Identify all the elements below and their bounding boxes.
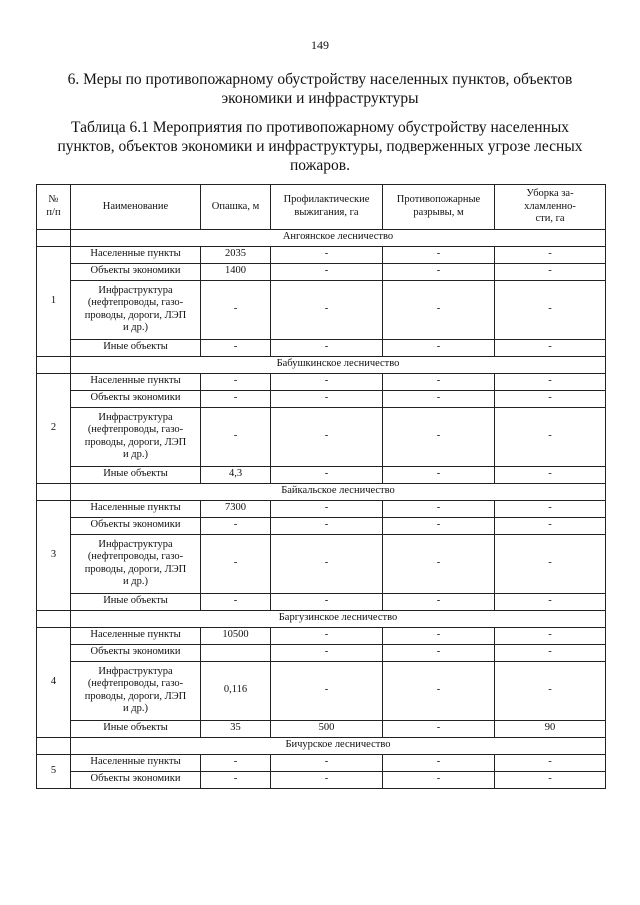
- header-number: № п/п: [37, 185, 71, 230]
- section-heading: 6. Меры по противопожарному обустройству населенных пунктов, объектов экономики и инфраструктуры: [67, 71, 573, 107]
- table-row: [37, 246, 606, 263]
- section-spacer-cell: [37, 483, 71, 500]
- cell-breaks: -: [383, 720, 495, 737]
- table-row: [37, 280, 606, 339]
- cell-burning: -: [271, 771, 383, 788]
- cell-cleanup: -: [495, 771, 606, 788]
- header-row: [37, 185, 606, 230]
- cell-burning: -: [271, 517, 383, 534]
- cell-burning: -: [271, 373, 383, 390]
- section-header-row: [37, 356, 606, 373]
- category-cell: Инфраструктура (нефтепроводы, газо- проводы, дороги, ЛЭП и др.): [71, 534, 201, 593]
- table-row: [37, 407, 606, 466]
- category-cell: Иные объекты: [71, 593, 201, 610]
- category-cell: Объекты экономики: [71, 644, 201, 661]
- section-header-row: [37, 483, 606, 500]
- category-cell: Иные объекты: [71, 339, 201, 356]
- cell-burning: -: [271, 754, 383, 771]
- category-cell: Иные объекты: [71, 720, 201, 737]
- cell-plowing: -: [201, 339, 271, 356]
- cell-cleanup: -: [495, 754, 606, 771]
- forestry-section-title: Ангоянское лесничество: [71, 229, 606, 246]
- cell-plowing: -: [201, 390, 271, 407]
- cell-cleanup: -: [495, 517, 606, 534]
- table-row: [37, 593, 606, 610]
- category-cell: Инфраструктура (нефтепроводы, газо- проводы, дороги, ЛЭП и др.): [71, 407, 201, 466]
- cell-plowing: 35: [201, 720, 271, 737]
- category-cell: Населенные пункты: [71, 500, 201, 517]
- cell-breaks: -: [383, 246, 495, 263]
- table-row: [37, 263, 606, 280]
- category-cell: Иные объекты: [71, 466, 201, 483]
- cell-breaks: -: [383, 390, 495, 407]
- section-spacer-cell: [37, 229, 71, 246]
- table-row: [37, 644, 606, 661]
- cell-burning: -: [271, 280, 383, 339]
- table-body: [37, 229, 606, 788]
- fire-measures-table: [36, 184, 606, 789]
- header-name: Наименование: [71, 185, 201, 230]
- cell-breaks: -: [383, 500, 495, 517]
- table-row: [37, 500, 606, 517]
- table-row: [37, 771, 606, 788]
- table-row: [37, 373, 606, 390]
- section-header-row: [37, 610, 606, 627]
- section-header-row: [37, 737, 606, 754]
- cell-burning: -: [271, 263, 383, 280]
- cell-burning: -: [271, 593, 383, 610]
- table-row: [37, 534, 606, 593]
- row-number-cell: 5: [37, 754, 71, 788]
- cell-burning: -: [271, 534, 383, 593]
- cell-cleanup: -: [495, 534, 606, 593]
- cell-burning: 500: [271, 720, 383, 737]
- cell-breaks: -: [383, 754, 495, 771]
- table-row: [37, 661, 606, 720]
- cell-breaks: -: [383, 534, 495, 593]
- cell-breaks: -: [383, 373, 495, 390]
- cell-plowing: -: [201, 373, 271, 390]
- forestry-section-title: Бичурское лесничество: [71, 737, 606, 754]
- section-spacer-cell: [37, 356, 71, 373]
- category-cell: Объекты экономики: [71, 390, 201, 407]
- cell-cleanup: 90: [495, 720, 606, 737]
- header-plowing: Опашка, м: [201, 185, 271, 230]
- cell-burning: -: [271, 407, 383, 466]
- cell-breaks: -: [383, 517, 495, 534]
- cell-plowing: -: [201, 771, 271, 788]
- category-cell: Населенные пункты: [71, 246, 201, 263]
- category-cell: Инфраструктура (нефтепроводы, газо- проводы, дороги, ЛЭП и др.): [71, 280, 201, 339]
- cell-breaks: -: [383, 644, 495, 661]
- cell-cleanup: -: [495, 500, 606, 517]
- cell-cleanup: -: [495, 407, 606, 466]
- table-row: [37, 754, 606, 771]
- header-cleanup: Уборка за- хламленно- сти, га: [495, 185, 606, 230]
- category-cell: Инфраструктура (нефтепроводы, газо- проводы, дороги, ЛЭП и др.): [71, 661, 201, 720]
- row-number-cell: 3: [37, 500, 71, 610]
- cell-breaks: -: [383, 771, 495, 788]
- cell-cleanup: -: [495, 339, 606, 356]
- cell-plowing: -: [201, 754, 271, 771]
- section-header-row: [37, 229, 606, 246]
- cell-plowing: [201, 644, 271, 661]
- cell-burning: -: [271, 246, 383, 263]
- cell-cleanup: -: [495, 246, 606, 263]
- cell-breaks: -: [383, 407, 495, 466]
- cell-breaks: -: [383, 593, 495, 610]
- table-header: [37, 185, 606, 230]
- table-row: [37, 517, 606, 534]
- cell-plowing: 4,3: [201, 466, 271, 483]
- cell-plowing: 7300: [201, 500, 271, 517]
- cell-cleanup: -: [495, 627, 606, 644]
- forestry-section-title: Баргузинское лесничество: [71, 610, 606, 627]
- cell-burning: -: [271, 627, 383, 644]
- cell-burning: -: [271, 500, 383, 517]
- row-number-cell: 2: [37, 373, 71, 483]
- cell-burning: -: [271, 466, 383, 483]
- cell-cleanup: -: [495, 263, 606, 280]
- cell-plowing: -: [201, 407, 271, 466]
- cell-cleanup: -: [495, 644, 606, 661]
- cell-plowing: 2035: [201, 246, 271, 263]
- cell-burning: -: [271, 644, 383, 661]
- table-row: [37, 390, 606, 407]
- cell-cleanup: -: [495, 373, 606, 390]
- header-burning: Профилактические выжигания, га: [271, 185, 383, 230]
- cell-breaks: -: [383, 280, 495, 339]
- cell-plowing: -: [201, 534, 271, 593]
- table-row: [37, 627, 606, 644]
- table-row: [37, 339, 606, 356]
- cell-plowing: -: [201, 280, 271, 339]
- category-cell: Населенные пункты: [71, 627, 201, 644]
- cell-breaks: -: [383, 263, 495, 280]
- cell-breaks: -: [383, 466, 495, 483]
- table-caption: Таблица 6.1 Мероприятия по противопожарному обустройству населенных пунктов, объектов экономики и инфраструктуры, подверженных угрозе лесных пожаров.: [57, 119, 583, 174]
- cell-breaks: -: [383, 339, 495, 356]
- cell-breaks: -: [383, 627, 495, 644]
- category-cell: Объекты экономики: [71, 517, 201, 534]
- cell-cleanup: -: [495, 466, 606, 483]
- cell-breaks: -: [383, 661, 495, 720]
- section-spacer-cell: [37, 737, 71, 754]
- cell-burning: -: [271, 339, 383, 356]
- category-cell: Населенные пункты: [71, 373, 201, 390]
- cell-cleanup: -: [495, 390, 606, 407]
- category-cell: Объекты экономики: [71, 263, 201, 280]
- cell-plowing: 1400: [201, 263, 271, 280]
- category-cell: Населенные пункты: [71, 754, 201, 771]
- cell-burning: -: [271, 390, 383, 407]
- table-row: [37, 466, 606, 483]
- table-row: [37, 720, 606, 737]
- forestry-section-title: Байкальское лесничество: [71, 483, 606, 500]
- cell-burning: -: [271, 661, 383, 720]
- forestry-section-title: Бабушкинское лесничество: [71, 356, 606, 373]
- cell-cleanup: -: [495, 593, 606, 610]
- cell-plowing: 0,116: [201, 661, 271, 720]
- header-breaks: Противопожарные разрывы, м: [383, 185, 495, 230]
- category-cell: Объекты экономики: [71, 771, 201, 788]
- cell-plowing: -: [201, 593, 271, 610]
- cell-plowing: -: [201, 517, 271, 534]
- cell-cleanup: -: [495, 280, 606, 339]
- section-spacer-cell: [37, 610, 71, 627]
- cell-cleanup: -: [495, 661, 606, 720]
- row-number-cell: 4: [37, 627, 71, 737]
- cell-plowing: 10500: [201, 627, 271, 644]
- row-number-cell: 1: [37, 246, 71, 356]
- page-number: 149: [311, 38, 329, 52]
